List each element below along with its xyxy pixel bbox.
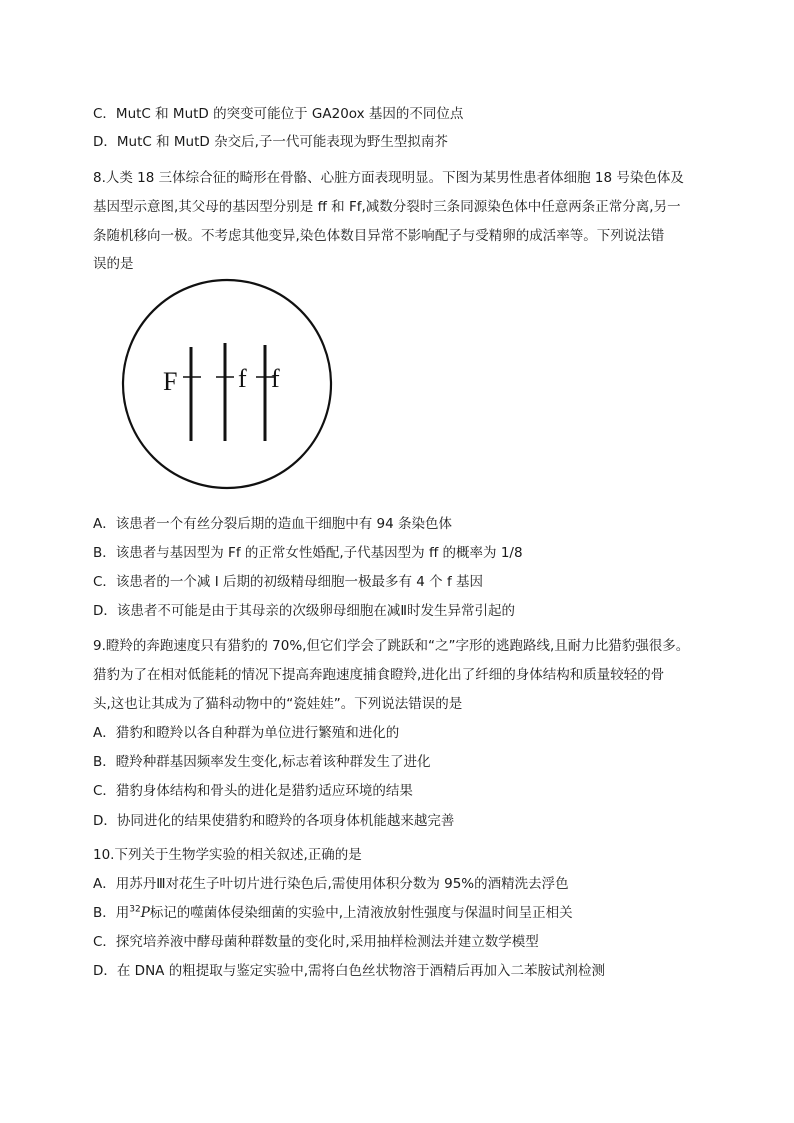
q8-option-b: B．该患者与基因型为 Ff 的正常女性婚配,子代基因型为 ff 的概率为 1/8 xyxy=(93,545,523,561)
q7-option-d: D．MutC 和 MutD 杂交后,子一代可能表现为野生型拟南芥 xyxy=(93,134,448,150)
gene-label-f-dominant: F xyxy=(163,367,178,396)
q10-option-c: C．探究培养液中酵母菌种群数量的变化时,采用抽样检测法并建立数学模型 xyxy=(93,934,539,950)
q8-stem-line-2: 基因型示意图,其父母的基因型分别是 ff 和 Ff,减数分裂时三条同源染色体中任意两条正常分离,另一 xyxy=(93,199,681,215)
q9-stem-line-3: 头,这也让其成为了猫科动物中的“瓷娃娃”。下列说法错误的是 xyxy=(93,696,463,712)
gene-label-f-recessive-2: f xyxy=(271,364,280,393)
isotope-element: P xyxy=(140,905,150,921)
q7-option-c: C．MutC 和 MutD 的突变可能位于 GA20ox 基因的不同位点 xyxy=(93,106,464,122)
q9-option-a: A．猎豹和瞪羚以各自种群为单位进行繁殖和进化的 xyxy=(93,725,400,741)
q10-option-a: A．用苏丹Ⅲ对花生子叶切片进行染色后,需使用体积分数为 95%的酒精洗去浮色 xyxy=(93,876,569,892)
q10-option-b-text: 标记的噬菌体侵染细菌的实验中,上清液放射性强度与保温时间呈正相关 xyxy=(149,905,573,921)
q9-stem-line-2: 猎豹为了在相对低能耗的情况下提高奔跑速度捕食瞪羚,进化出了纤细的身体结构和质量较轻的骨 xyxy=(93,667,665,683)
gene-label-f-recessive-1: f xyxy=(238,364,247,393)
q8-stem-line-4: 误的是 xyxy=(93,256,134,272)
q10-option-b-prefix: B．用 xyxy=(93,905,130,921)
q9-option-c: C．猎豹身体结构和骨头的进化是猎豹适应环境的结果 xyxy=(93,783,413,799)
q8-option-a: A．该患者一个有丝分裂后期的造血干细胞中有 94 条染色体 xyxy=(93,516,452,532)
q9-option-b: B．瞪羚种群基因频率发生变化,标志着该种群发生了进化 xyxy=(93,754,431,770)
q9-option-d: D．协同进化的结果使猎豹和瞪羚的各项身体机能越来越完善 xyxy=(93,813,455,829)
chromosome-diagram xyxy=(120,277,334,491)
q8-option-c: C．该患者的一个减 I 后期的初级精母细胞一极最多有 4 个 f 基因 xyxy=(93,574,483,590)
q10-option-d: D．在 DNA 的粗提取与鉴定实验中,需将白色丝状物溶于酒精后再加入二苯胺试剂检测 xyxy=(93,963,605,979)
q8-option-d: D．该患者不可能是由于其母亲的次级卵母细胞在减Ⅱ时发生异常引起的 xyxy=(93,603,516,619)
q8-stem-line-1: 8.人类 18 三体综合征的畸形在骨骼、心脏方面表现明显。下图为某男性患者体细胞 18 号染色体及 xyxy=(93,170,684,186)
q10-option-b xyxy=(93,903,573,923)
q9-stem-line-1: 9.瞪羚的奔跑速度只有猎豹的 70%,但它们学会了跳跃和“之”字形的逃跑路线,且耐力比猎豹强很多。 xyxy=(93,638,690,654)
cell-outline xyxy=(123,280,331,488)
q10-stem: 10.下列关于生物学实验的相关叙述,正确的是 xyxy=(93,847,362,863)
q8-stem-line-3: 条随机移向一极。不考虑其他变异,染色体数目异常不影响配子与受精卵的成活率等。下列说法错 xyxy=(93,228,665,244)
isotope-mass-number: 32 xyxy=(129,904,141,915)
